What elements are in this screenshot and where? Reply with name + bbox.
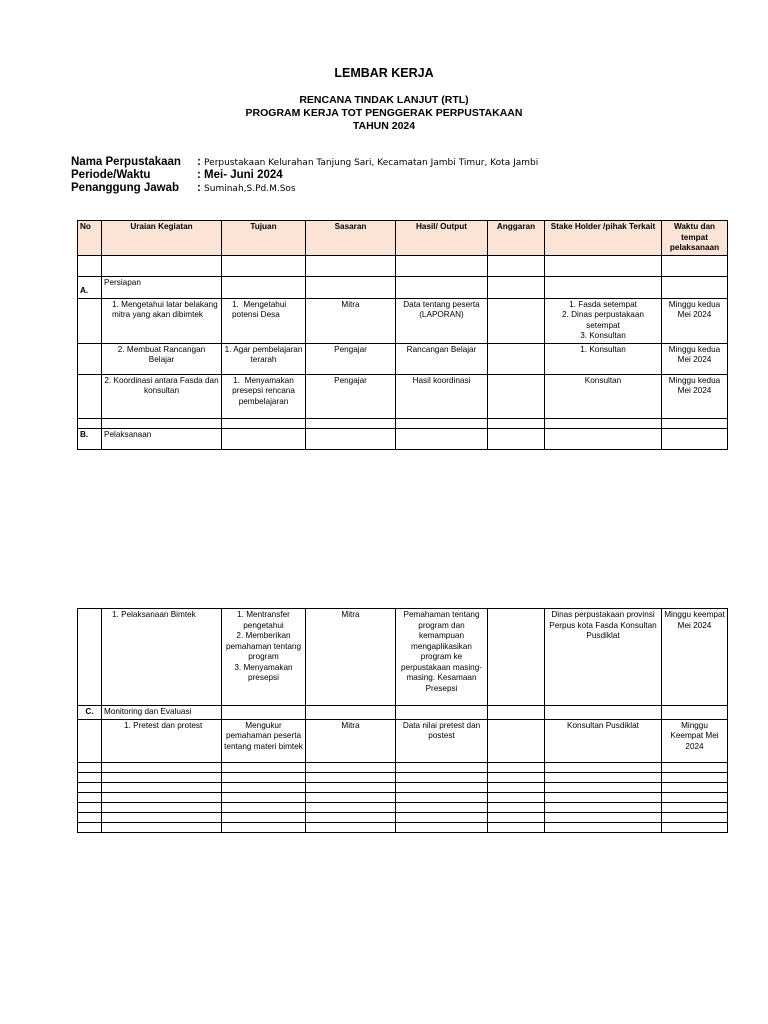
section-c-label: Monitoring dan Evaluasi [102, 706, 222, 720]
table-row [78, 343, 728, 374]
row1-sasaran: Mitra [306, 298, 396, 343]
row3-tujuan-number: 1. [233, 375, 241, 385]
row2-sasaran: Pengajar [306, 343, 396, 374]
row1-stake-item-1: 1. Fasda setempat [569, 299, 637, 309]
row4-tujuan-item-2: 2. Memberikan pemahaman tentang program [225, 631, 302, 661]
table-row [78, 719, 728, 762]
info-label: Periode/Waktu [71, 169, 151, 181]
row1-waktu: Minggu kedua Mei 2024 [662, 298, 728, 343]
section-b-row [78, 428, 728, 449]
section-c-no: C. [78, 706, 102, 720]
row1-uraian-text: Mengetahui latar belakang mitra yang akan dibimtek [112, 299, 218, 319]
info-penanggung-jawab [71, 182, 296, 194]
row1-tujuan-number: 1. [232, 299, 239, 309]
table-row [78, 609, 728, 706]
row1-tujuan [222, 298, 306, 343]
header-tujuan: Tujuan [222, 221, 306, 256]
section-c-row [78, 706, 728, 720]
table-header-row [78, 221, 728, 256]
table-row [78, 418, 728, 428]
row4-hasil: Pemahaman tentang program dan kemampuan mengaplikasikan program ke perpustakaan masing-masing. Kesamaan Presepsi [396, 609, 488, 706]
row5-tujuan: Mengukur pemahaman peserta tentang materi bimtek [222, 719, 306, 762]
table-row [78, 782, 728, 792]
row2-stake: 1. Konsultan [545, 343, 662, 374]
header-sasaran: Sasaran [306, 221, 396, 256]
row4-uraian: 1. Pelaksanaan Bimtek [102, 609, 222, 706]
row1-stake [545, 298, 662, 343]
header-waktu: Waktu dan tempat pelaksanaan [662, 221, 728, 256]
section-a-label: Persiapan [102, 276, 222, 298]
info-label: Nama Perpustakaan [71, 156, 181, 168]
table-row [78, 802, 728, 812]
info-value: Suminah,S.Pd.M.Sos [204, 184, 296, 194]
header-uraian: Uraian Kegiatan [102, 221, 222, 256]
row4-tujuan-item-1: 1. Mentransfer pengetahui [237, 610, 290, 630]
rtl-table-part-1 [77, 220, 728, 450]
table-row [78, 374, 728, 418]
row1-hasil: Data tentang peserta (LAPORAN) [396, 298, 488, 343]
row3-waktu: Minggu kedua Mei 2024 [662, 374, 728, 418]
row3-sasaran: Pengajar [306, 374, 396, 418]
row1-uraian [102, 298, 222, 343]
row2-hasil: Rancangan Belajar [396, 343, 488, 374]
header-anggaran: Anggaran [488, 221, 545, 256]
row3-tujuan-text: Menyamakan presepsi rencana pembelajaran [232, 375, 295, 406]
info-value: Perpustakaan Kelurahan Tanjung Sari, Kecamatan Jambi Timur, Kota Jambi [204, 158, 539, 168]
row4-stake: Dinas perpustakaan provinsi Perpus kota Fasda Konsultan Pusdiklat [545, 609, 662, 706]
row4-sasaran: Mitra [306, 609, 396, 706]
section-a-row [78, 276, 728, 298]
rtl-table-part-2 [77, 608, 728, 833]
row3-tujuan [222, 374, 306, 418]
document-subtitle-rtl: RENCANA TINDAK LANJUT (RTL) [299, 94, 469, 106]
row4-waktu: Minggu keempat Mei 2024 [662, 609, 728, 706]
document-subtitle-program: PROGRAM KERJA TOT PENGGERAK PERPUSTAKAAN [245, 107, 523, 119]
row3-uraian: 2. Koordinasi antara Fasda dan konsultan [102, 374, 222, 418]
row5-sasaran: Mitra [306, 719, 396, 762]
table-row [78, 298, 728, 343]
table-row [78, 822, 728, 832]
info-colon: : [197, 169, 201, 181]
row5-uraian: 1. Pretest dan protest [102, 719, 222, 762]
info-nama-perpustakaan [71, 156, 538, 168]
table-row [78, 255, 728, 276]
row1-tujuan-text: Mengetahui potensi Desa [232, 299, 287, 319]
row1-stake-item-3: 3. Konsultan [580, 331, 626, 340]
row2-tujuan: 1. Agar pembelajaran terarah [222, 343, 306, 374]
header-hasil: Hasil/ Output [396, 221, 488, 256]
section-b-label: Pelaksanaan [102, 428, 222, 449]
section-b-no: B. [78, 428, 102, 449]
header-stake-holder: Stake Holder /pihak Terkait [545, 221, 662, 256]
document-subtitle-year: TAHUN 2024 [352, 120, 416, 132]
info-colon: : [197, 182, 201, 194]
row1-stake-item-2: 2. Dinas perpustakaan setempat [562, 310, 644, 330]
info-colon: : [197, 156, 201, 168]
table-row [78, 772, 728, 782]
row1-uraian-number: 1. [112, 299, 119, 309]
info-periode [71, 169, 283, 181]
row2-waktu: Minggu kedua Mei 2024 [662, 343, 728, 374]
row5-waktu: Minggu Keempat Mei 2024 [662, 719, 728, 762]
row2-uraian: 2. Membuat Rancangan Belajar [102, 343, 222, 374]
section-a-no: A. [78, 276, 102, 298]
row4-tujuan [222, 609, 306, 706]
row5-stake: Konsultan Pusdiklat [545, 719, 662, 762]
info-label: Penanggung Jawab [71, 182, 179, 194]
row5-hasil: Data nilai pretest dan postest [396, 719, 488, 762]
row3-hasil: Hasil koordinasi [396, 374, 488, 418]
table-row [78, 812, 728, 822]
document-title: LEMBAR KERJA [334, 66, 434, 80]
info-value: Mei- Juni 2024 [204, 169, 283, 181]
row4-tujuan-item-3: 3. Menyamakan presepsi [234, 662, 293, 682]
table-row [78, 762, 728, 772]
row3-stake: Konsultan [545, 374, 662, 418]
header-no: No [78, 221, 102, 256]
table-row [78, 792, 728, 802]
